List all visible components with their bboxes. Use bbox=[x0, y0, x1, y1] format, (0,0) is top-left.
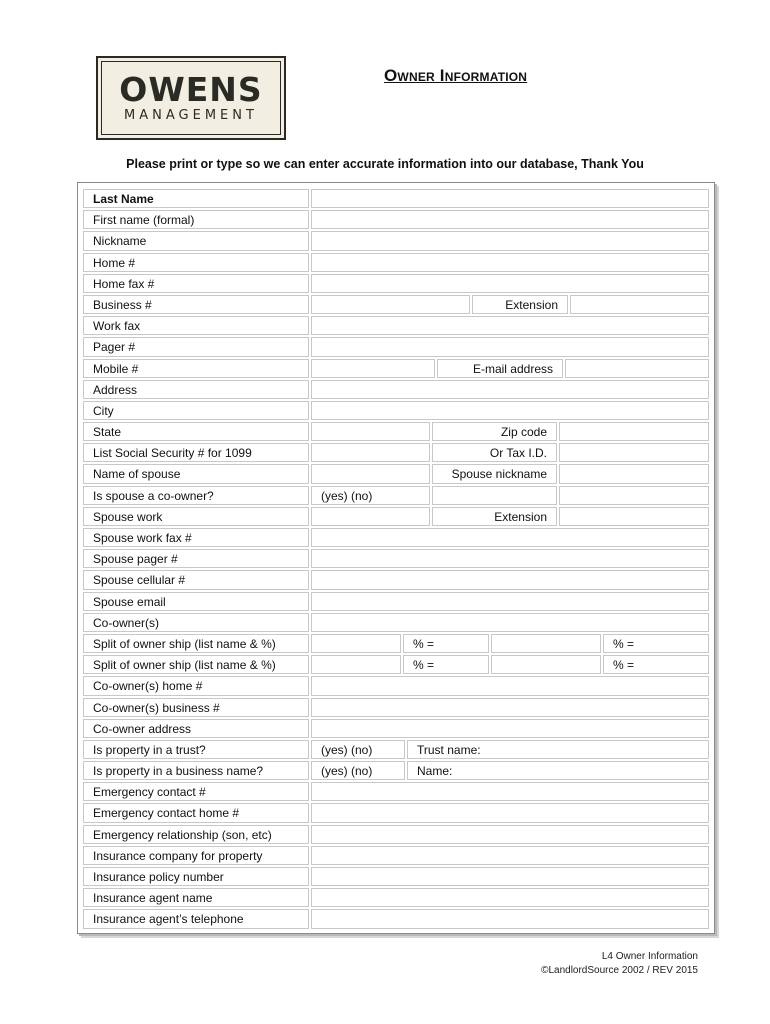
spouse-cell-field[interactable] bbox=[311, 570, 709, 589]
business-extension-label: Extension bbox=[472, 295, 568, 314]
insurance-agent-label: Insurance agent name bbox=[83, 888, 309, 907]
row-home-phone bbox=[83, 252, 709, 273]
work-fax-label: Work fax bbox=[83, 316, 309, 335]
spouse-name-label: Name of spouse bbox=[83, 464, 309, 483]
row-pager bbox=[83, 336, 709, 357]
spouse-work-extension-label: Extension bbox=[432, 507, 557, 526]
split-2-label: Split of owner ship (list name & %) bbox=[83, 655, 309, 674]
email-label: E-mail address bbox=[437, 359, 563, 378]
row-insurance-policy bbox=[83, 866, 709, 887]
spouse-coowner-options[interactable]: (yes) (no) bbox=[311, 486, 430, 505]
split-2-percent-a[interactable]: % = bbox=[403, 655, 489, 674]
home-fax-field[interactable] bbox=[311, 274, 709, 293]
split-2-percent-b[interactable]: % = bbox=[603, 655, 709, 674]
coowner-address-field[interactable] bbox=[311, 719, 709, 738]
trust-label: Is property in a trust? bbox=[83, 740, 309, 759]
insurance-policy-label: Insurance policy number bbox=[83, 867, 309, 886]
last-name-label: Last Name bbox=[83, 189, 309, 208]
insurance-agent-phone-field[interactable] bbox=[311, 909, 709, 928]
spouse-name-field[interactable] bbox=[311, 464, 430, 483]
owner-information-form bbox=[77, 182, 715, 934]
emergency-contact-field[interactable] bbox=[311, 782, 709, 801]
pager-label: Pager # bbox=[83, 337, 309, 356]
row-spouse-pager bbox=[83, 548, 709, 569]
nickname-label: Nickname bbox=[83, 231, 309, 250]
row-home-fax bbox=[83, 273, 709, 294]
row-ssn bbox=[83, 442, 709, 463]
last-name-field[interactable] bbox=[311, 189, 709, 208]
row-spouse-work-fax bbox=[83, 527, 709, 548]
first-name-label: First name (formal) bbox=[83, 210, 309, 229]
mobile-field[interactable] bbox=[311, 359, 435, 378]
emergency-home-label: Emergency contact home # bbox=[83, 803, 309, 822]
emergency-home-field[interactable] bbox=[311, 803, 709, 822]
spouse-work-extension-field[interactable] bbox=[559, 507, 709, 526]
trust-options[interactable]: (yes) (no) bbox=[311, 740, 405, 759]
city-field[interactable] bbox=[311, 401, 709, 420]
insurance-agent-phone-label: Insurance agent’s telephone bbox=[83, 909, 309, 928]
spouse-work-field[interactable] bbox=[311, 507, 430, 526]
row-spouse-name bbox=[83, 463, 709, 484]
coowner-home-label: Co-owner(s) home # bbox=[83, 676, 309, 695]
row-address bbox=[83, 379, 709, 400]
row-spouse-email bbox=[83, 591, 709, 612]
tax-id-field[interactable] bbox=[559, 443, 709, 462]
business-name-field[interactable]: Name: bbox=[407, 761, 709, 780]
split-2-name-a[interactable] bbox=[311, 655, 401, 674]
ssn-label: List Social Security # for 1099 bbox=[83, 443, 309, 462]
document-footer bbox=[541, 950, 698, 978]
pager-field[interactable] bbox=[311, 337, 709, 356]
work-fax-field[interactable] bbox=[311, 316, 709, 335]
row-insurance-agent bbox=[83, 887, 709, 908]
split-1-percent-a[interactable]: % = bbox=[403, 634, 489, 653]
state-field[interactable] bbox=[311, 422, 430, 441]
row-insurance-agent-phone bbox=[83, 908, 709, 929]
footer-form-id: L4 Owner Information bbox=[601, 951, 698, 962]
home-phone-field[interactable] bbox=[311, 253, 709, 272]
row-state bbox=[83, 421, 709, 442]
coowners-label: Co-owner(s) bbox=[83, 613, 309, 632]
city-label: City bbox=[83, 401, 309, 420]
page-title: Owner Information bbox=[384, 66, 528, 85]
business-phone-field[interactable] bbox=[311, 295, 470, 314]
tax-id-label: Or Tax I.D. bbox=[432, 443, 557, 462]
coowner-address-label: Co-owner address bbox=[83, 719, 309, 738]
zip-label: Zip code bbox=[432, 422, 557, 441]
split-2-name-b[interactable] bbox=[491, 655, 601, 674]
trust-name-field[interactable]: Trust name: bbox=[407, 740, 709, 759]
first-name-field[interactable] bbox=[311, 210, 709, 229]
insurance-company-field[interactable] bbox=[311, 846, 709, 865]
spouse-coowner-label: Is spouse a co-owner? bbox=[83, 486, 309, 505]
business-name-options[interactable]: (yes) (no) bbox=[311, 761, 405, 780]
address-label: Address bbox=[83, 380, 309, 399]
row-split-1 bbox=[83, 633, 709, 654]
nickname-field[interactable] bbox=[311, 231, 709, 250]
row-insurance-company bbox=[83, 845, 709, 866]
coowner-business-label: Co-owner(s) business # bbox=[83, 698, 309, 717]
insurance-policy-field[interactable] bbox=[311, 867, 709, 886]
spouse-work-label: Spouse work bbox=[83, 507, 309, 526]
emergency-relationship-label: Emergency relationship (son, etc) bbox=[83, 825, 309, 844]
logo-line-owens: OWENS bbox=[119, 69, 263, 109]
row-city bbox=[83, 400, 709, 421]
row-spouse-coowner bbox=[83, 485, 709, 506]
row-emergency-contact bbox=[83, 781, 709, 802]
logo-frame bbox=[101, 61, 281, 135]
spouse-nickname-label: Spouse nickname bbox=[432, 464, 557, 483]
split-1-name-b[interactable] bbox=[491, 634, 601, 653]
row-trust bbox=[83, 739, 709, 760]
spouse-email-field[interactable] bbox=[311, 592, 709, 611]
row-split-2 bbox=[83, 654, 709, 675]
owens-management-logo bbox=[96, 56, 286, 140]
address-field[interactable] bbox=[311, 380, 709, 399]
split-1-percent-b[interactable]: % = bbox=[603, 634, 709, 653]
spouse-coowner-blank-a[interactable] bbox=[432, 486, 557, 505]
row-emergency-home bbox=[83, 802, 709, 823]
row-nickname bbox=[83, 230, 709, 251]
spouse-nickname-field[interactable] bbox=[559, 464, 709, 483]
coowner-home-field[interactable] bbox=[311, 676, 709, 695]
spouse-work-fax-label: Spouse work fax # bbox=[83, 528, 309, 547]
row-coowners bbox=[83, 612, 709, 633]
row-coowner-business bbox=[83, 697, 709, 718]
business-extension-field[interactable] bbox=[570, 295, 709, 314]
zip-field[interactable] bbox=[559, 422, 709, 441]
coowner-business-field[interactable] bbox=[311, 698, 709, 717]
row-spouse-cell bbox=[83, 569, 709, 590]
business-phone-label: Business # bbox=[83, 295, 309, 314]
home-phone-label: Home # bbox=[83, 253, 309, 272]
row-business-name bbox=[83, 760, 709, 781]
spouse-email-label: Spouse email bbox=[83, 592, 309, 611]
row-mobile bbox=[83, 358, 709, 379]
home-fax-label: Home fax # bbox=[83, 274, 309, 293]
footer-copyright: ©LandlordSource 2002 / REV 2015 bbox=[541, 965, 698, 976]
emergency-relationship-field[interactable] bbox=[311, 825, 709, 844]
row-emergency-relationship bbox=[83, 824, 709, 845]
row-business bbox=[83, 294, 709, 315]
row-coowner-home bbox=[83, 675, 709, 696]
row-coowner-address bbox=[83, 718, 709, 739]
insurance-agent-field[interactable] bbox=[311, 888, 709, 907]
spouse-cell-label: Spouse cellular # bbox=[83, 570, 309, 589]
row-spouse-work bbox=[83, 506, 709, 527]
spouse-pager-label: Spouse pager # bbox=[83, 549, 309, 568]
spouse-pager-field[interactable] bbox=[311, 549, 709, 568]
spouse-work-fax-field[interactable] bbox=[311, 528, 709, 547]
email-field[interactable] bbox=[565, 359, 709, 378]
row-last-name bbox=[83, 188, 709, 209]
coowners-field[interactable] bbox=[311, 613, 709, 632]
mobile-label: Mobile # bbox=[83, 359, 309, 378]
emergency-contact-label: Emergency contact # bbox=[83, 782, 309, 801]
insurance-company-label: Insurance company for property bbox=[83, 846, 309, 865]
split-1-label: Split of owner ship (list name & %) bbox=[83, 634, 309, 653]
instructions-text: Please print or type so we can enter accurate information into our database, Thank You bbox=[126, 157, 644, 171]
ssn-field[interactable] bbox=[311, 443, 430, 462]
spouse-coowner-blank-b[interactable] bbox=[559, 486, 709, 505]
row-first-name bbox=[83, 209, 709, 230]
state-label: State bbox=[83, 422, 309, 441]
business-name-label: Is property in a business name? bbox=[83, 761, 309, 780]
row-work-fax bbox=[83, 315, 709, 336]
logo-line-management: MANAGEMENT bbox=[124, 107, 258, 123]
split-1-name-a[interactable] bbox=[311, 634, 401, 653]
